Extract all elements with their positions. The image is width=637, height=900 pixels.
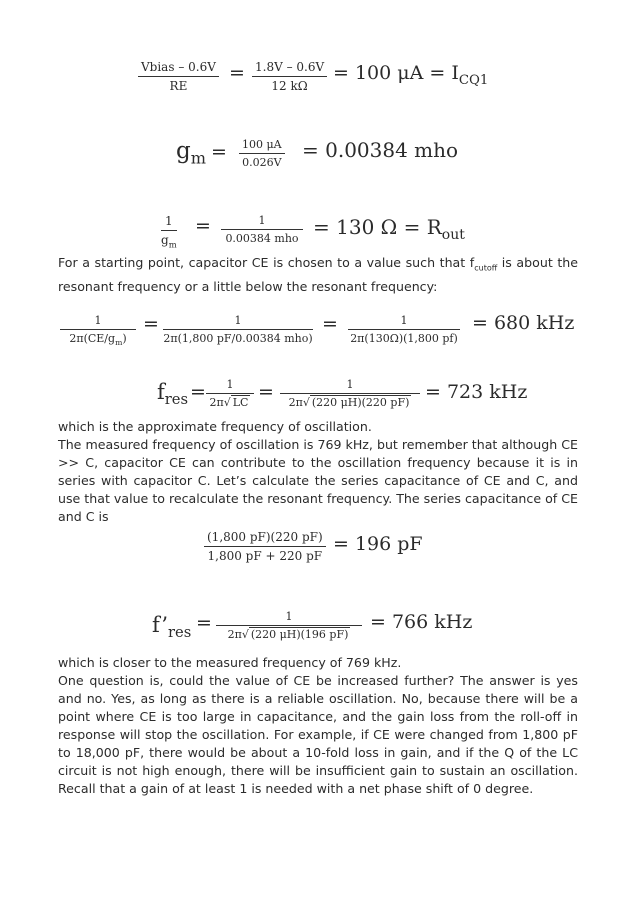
- fraction-1800pf-mho: 1 2π(1,800 pF/0.00384 mho): [163, 314, 313, 345]
- fraction-one-over-gm: $\frac{1}{g_m}$: [161, 214, 177, 250]
- paragraph-starting-point: For a starting point, capacitor CE is chosen to a value such that $f_{cutoff}$ is about the resonant frequency or a little below the resonant frequency:: [58, 255, 578, 294]
- fraction-vbias-re: Vbias – 0.6V RE: [138, 60, 219, 93]
- fraction-sqrt-220uh-196pf: $\frac{1}{2\pi√ (220 \mu H)(196 pF)}$: [216, 610, 362, 641]
- fraction-sqrt-220uh-220pf: $\frac{1}{2\pi√ (220 \mu H)(220 pF)}$: [280, 378, 420, 409]
- fraction-sqrt-lc: $\frac{1}{2\pi√ LC}$: [206, 378, 254, 409]
- fraction-ce-gm: $\frac{1}{2\pi(CE/g_m)}$: [60, 314, 136, 347]
- fraction-current-vt: $\frac{100 \mu A}{0.026V}$: [239, 138, 285, 169]
- fraction-voltage-resistor: $\frac{1.8V - 0.6V}{12 k\Omega}$: [252, 60, 327, 93]
- paragraph-closer-frequency: which is closer to the measured frequency of 769 kHz. One question is, could the value of CE be increased further? The answer is yes and no. Yes, as long as there is a reliable oscillation. No, because there will be a point where CE is too large in capacitance, and the gain loss from the roll-off in response will stop the oscillation. For example, if CE were changed from 1,800 pF to 18,000 pF, there would be about a 10-fold loss in gain, and if the Q of the LC circuit is not high enough, there will be insufficient gain to sustain an oscillation. Recall that a gain of at least 1 is needed with a net phase shift of 0 degree.: [58, 655, 578, 796]
- paragraph-measured-frequency: which is the approximate frequency of oscillation. The measured frequency of oscillation is 769 kHz, but remember that although CE >> C, capacitor CE can contribute to the oscillation frequency because it is in series with capacitor C. Let’s calculate the series capacitance of CE and C, and use that value to recalculate the resonant frequency. The series capacitance of CE and C is: [58, 419, 578, 524]
- fraction-series-cap: $\frac{(1,800 pF)(220 pF)}{1,800 pF + 220 pF}$: [204, 530, 326, 563]
- fraction-one-over-mho: 1 0.00384 mho: [221, 214, 303, 245]
- fraction-130ohm-1800pf: $\frac{1}{2\pi(130\Omega)(1,800 pf)}$: [348, 314, 460, 345]
